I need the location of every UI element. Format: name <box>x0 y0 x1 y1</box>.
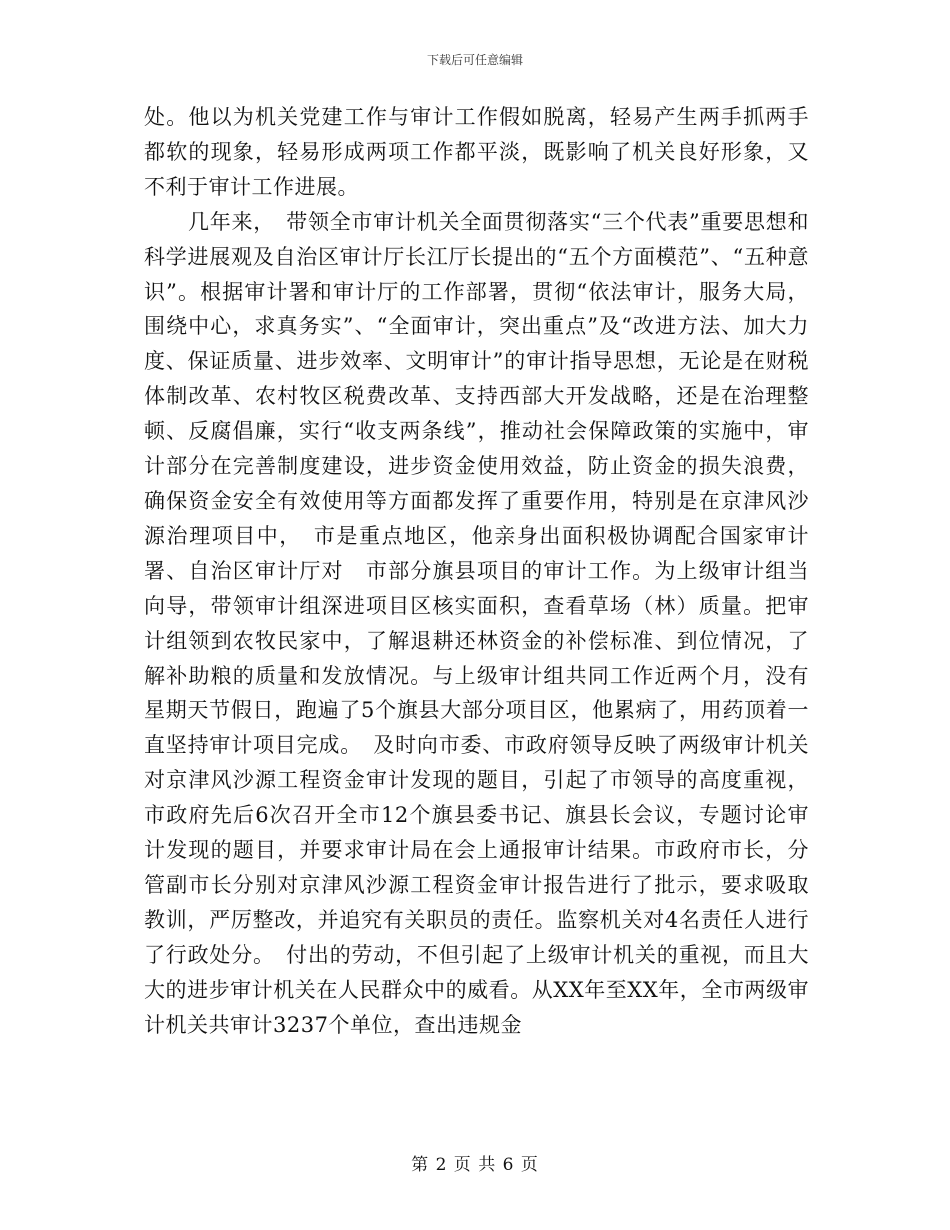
body-text <box>144 100 809 1042</box>
page-header: 下载后可任意编辑 <box>426 53 523 67</box>
paragraph-2: 几年来， 带领全市审计机关全面贯彻落实“三个代表”重要思想和科学进展观及自治区审计厅长江厅长提出的“五个方面模范”、“五种意识”。根据审计署和审计厅的工作部署，贯彻“依法审计，服务大局，围绕中心，求真务实”、“全面审计，突出重点”及“改进方法、加大力度、保证质量、进步效率、文明审计”的审计指导思想，无论是在财税体制改革、农村牧区税费改革、支持西部大开发战略，还是在治理整顿、反腐倡廉，实行“收支两条线”，推动社会保障政策的实施中，审计部分在完善制度建设，进步资金使用效益，防止资金的损失浪费，确保资金安全有效使用等方面都发挥了重要作用，特别是在京津风沙源治理项目中， 市是重点地区，他亲身出面积极协调配合国家审计署、自治区审计厅对 市部分旗县项目的审计工作。为上级审计组当向导，带领审计组深进项目区核实面积，查看草场（林）质量。把审计组领到农牧民家中，了解退耕还林资金的补偿标准、到位情况，了解补助粮的质量和发放情况。与上级审计组共同工作近两个月，没有星期天节假日，跑遍了5个旗县大部分项目区，他累病了，用药顶着一直坚持审计项目完成。 及时向市委、市政府领导反映了两级审计机关对京津风沙源工程资金审计发现的题目，引起了市领导的高度重视，市政府先后6次召开全市12个旗县委书记、旗县长会议，专题讨论审计发现的题目，并要求审计局在会上通报审计结果。市政府市长，分管副市长分别对京津风沙源工程资金审计报告进行了批示，要求吸取教训，严厉整改，并追究有关职员的责任。监察机关对4名责任人进行了行政处分。 付出的劳动，不但引起了上级审计机关的重视，而且大大的进步审计机关在人民群众中的威看。从XX年至XX年，全市两级审计机关共审计3237个单位，查出违规金 <box>144 209 809 1037</box>
page-number: 第 2 页 共 6 页 <box>411 1155 539 1175</box>
paragraph-1: 处。他以为机关党建工作与审计工作假如脱离，轻易产生两手抓两手都软的现象，轻易形成两项工作都平淡，既影响了机关良好形象，又不利于审计工作进展。 <box>144 105 809 199</box>
